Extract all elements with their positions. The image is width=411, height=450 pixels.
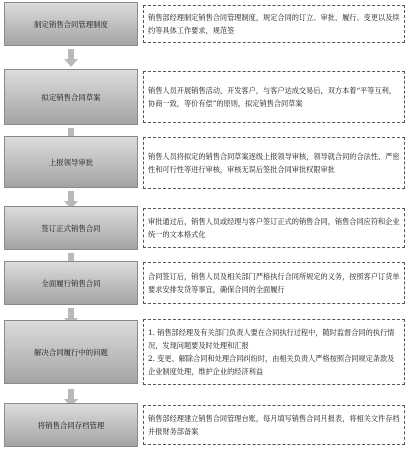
step-description <box>143 208 405 248</box>
step-box: 制定销售合同管理制度 <box>4 2 138 46</box>
step-box: 将销售合同存档管理 <box>4 403 138 447</box>
step-box: 签订正式销售合同 <box>4 206 138 250</box>
down-arrow-icon <box>64 49 78 67</box>
step-description <box>143 137 405 189</box>
description-line: 销售部经理建立销售合同管理台账，每月填写销售合同月报表，将相关文件存档并报财务部备案 <box>148 414 400 436</box>
step-box: 解决合同履行中的问题 <box>4 320 138 384</box>
description-line: 销售部经理制定销售合同管理制度，规定合同的订立、审批、履行、变更以及续约等具体工作要求，规范签 <box>148 13 400 35</box>
step-box: 拟定销售合同草案 <box>4 69 138 125</box>
step-description <box>143 262 405 304</box>
description-line: 合同签订后，销售人员及相关部门严格执行合同所规定的义务，按照客户订货单要求安排发货等事宜，确保合同的全面履行 <box>148 272 400 294</box>
description-line: 2. 变更、解除合同和处理合同纠纷时，由相关负责人严格按照合同规定条款及企业制度处理，维护企业的经济利益 <box>148 354 395 376</box>
step-box: 上报领导审批 <box>4 136 138 188</box>
description-line: 1. 销售部经理及有关部门负责人要在合同执行过程中，随时监督合同的执行情况，发现问题要及时处理和汇报 <box>148 328 395 350</box>
step-description <box>143 71 405 123</box>
step-description <box>143 405 405 445</box>
step-description <box>143 5 405 43</box>
step-description <box>143 319 405 385</box>
description-line: 审批通过后，销售人员或经理与客户签订正式的销售合同，销售合同应符和企业统一的文本格式化 <box>148 217 400 239</box>
step-box: 全面履行销售合同 <box>4 261 138 305</box>
description-line: 销售人员开展销售活动，开发客户，与客户达成交易后，双方本着“平等互利，协商一致，等价有偿”的原则，拟定销售合同草案 <box>148 86 397 108</box>
description-line: 销售人员将拟定的销售合同草案逐级上报领导审核，领导就合同的合法性、严密性和可行性等进行审核，审核无误后签批合同审批权限审批 <box>148 152 400 174</box>
